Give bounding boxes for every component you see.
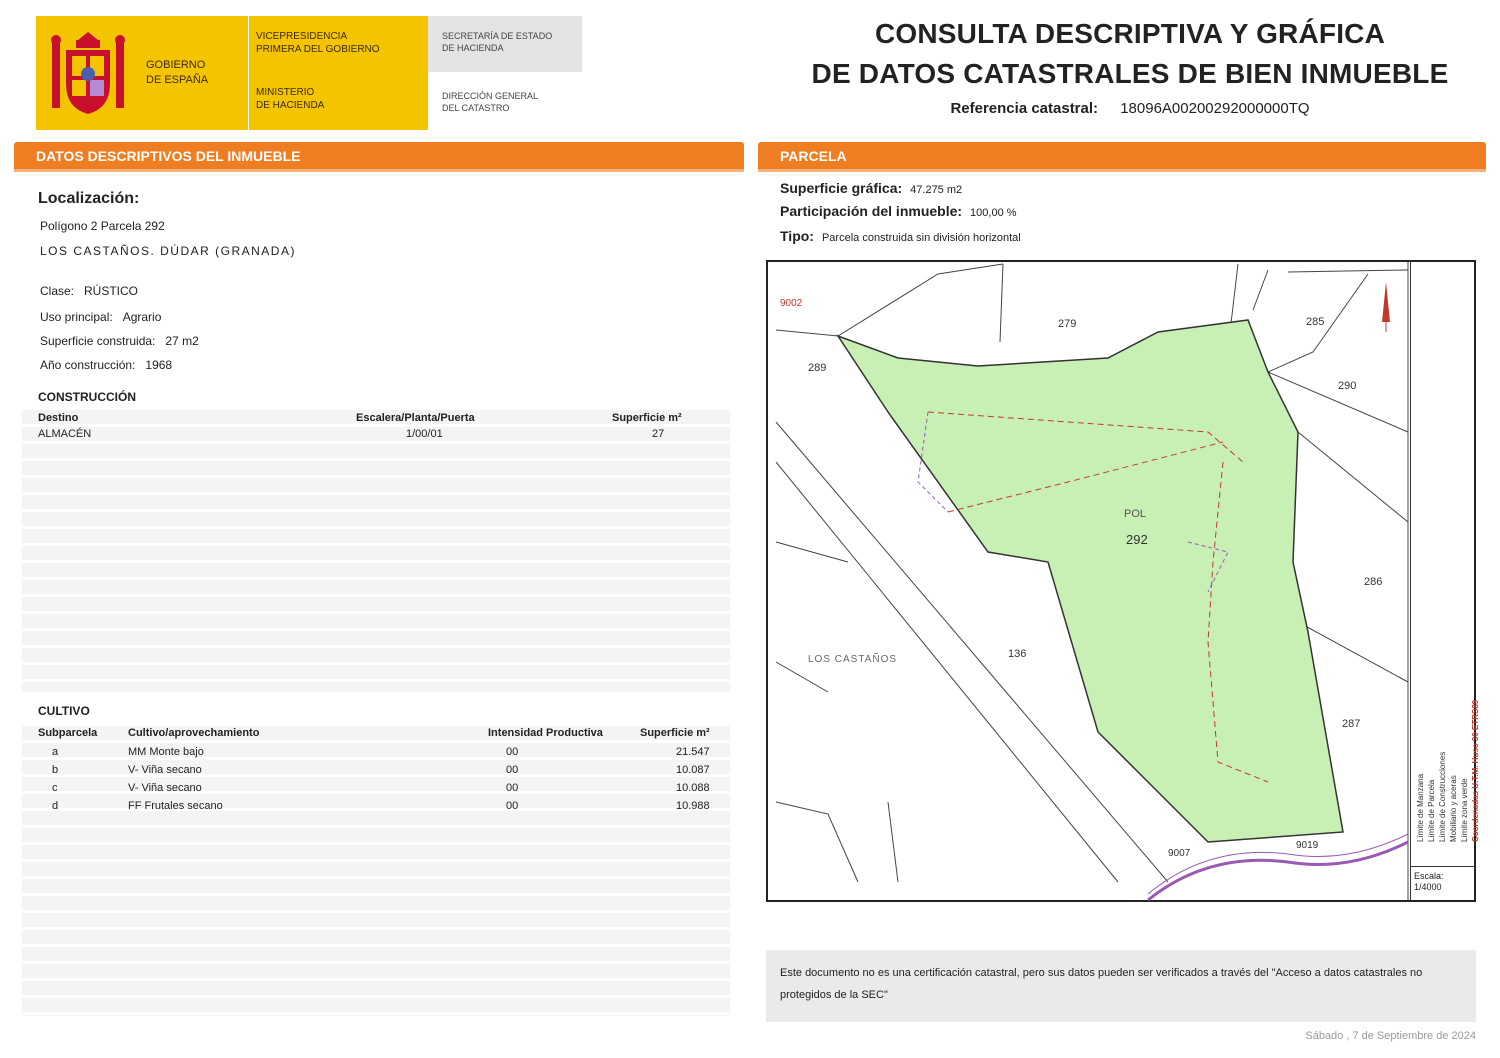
map-label-los-castanos: LOS CASTAÑOS [808,654,898,665]
map-label-279: 279 [1058,318,1077,330]
localizacion-label: Localización: [38,190,140,207]
map-label-285: 285 [1306,316,1325,328]
vicepresidencia-text: VICEPRESIDENCIA PRIMERA DEL GOBIERNO [256,31,380,55]
localizacion-line-1: Polígono 2 Parcela 292 [40,219,165,233]
ref-label: Referencia catastral: [950,100,1099,117]
cultivo-title: CULTIVO [38,704,90,718]
cultivo-header-row: Subparcela Cultivo/aprovechamiento Intensidad Productiva Superficie m² [38,727,710,739]
construccion-table [22,410,730,692]
referencia-catastral [780,100,1480,117]
table-row: a MM Monte bajo 00 21.547 [52,746,710,758]
map-label-292: 292 [1126,532,1148,547]
gov-name: GOBIERNO DE ESPAÑA [146,59,209,86]
document-title: CONSULTA DESCRIPTIVA Y GRÁFICA DE DATOS CATASTRALES DE BIEN INMUEBLE [811,18,1449,89]
table-row: ALMACÉN 1/00/01 27 [38,428,665,440]
coat-of-arms-icon [46,28,130,120]
map-label-286: 286 [1364,576,1383,588]
section-datos-descriptivos: DATOS DESCRIPTIVOS DEL INMUEBLE [14,142,744,172]
map-escala: Escala: 1/4000 [1410,866,1476,900]
construccion-title: CONSTRUCCIÓN [38,390,136,404]
map-label-9002: 9002 [780,298,803,309]
map-label-9007: 9007 [1168,848,1191,859]
map-label-289: 289 [808,362,827,374]
construccion-header-row: Destino Escalera/Planta/Puerta Superficie m² [38,412,682,424]
table-row: d FF Frutales secano 00 10.988 [52,800,710,812]
map-label-290: 290 [1338,380,1357,392]
document-date: Sábado , 7 de Septiembre de 2024 [1305,1030,1476,1042]
attr-clase: Clase: RÚSTICO [40,284,139,298]
north-arrow-icon [1382,282,1390,322]
map-label-136: 136 [1008,648,1027,660]
secretaria-box: SECRETARÍA DE ESTADO DE HACIENDA [428,16,582,72]
attr-anio-construccion: Año construcción: 1968 [40,358,173,372]
government-logo [36,16,428,130]
localizacion-line-2: LOS CASTAÑOS. DÚDAR (GRANADA) [40,244,296,258]
table-row: c V- Viña secano 00 10.088 [52,782,710,794]
ref-value: 18096A00200292000000TQ [1120,100,1310,117]
map-label-9019: 9019 [1296,840,1319,851]
direccion-general-text: DIRECCIÓN GENERAL DEL CATASTRO [442,91,539,113]
parcela-participacion: Participación del inmueble: 100,00 % [780,203,1017,219]
map-label-287: 287 [1342,718,1361,730]
disclaimer-note: Este documento no es una certificación catastral, pero sus datos pueden ser verificados a través del "Acceso a datos catastrales no protegidos de la SEC" [766,950,1476,1022]
parcela-tipo: Tipo: Parcela construida sin división horizontal [780,228,1021,244]
map-legend: Límite de Manzana Límite de Parcela Límite de Construcciones Mobiliario y aceras Límite zona verde Coordenadas U.T.M. Huso 30 ETRS89 [1410,262,1476,866]
cadastral-map[interactable] [766,260,1480,902]
attr-superficie-construida: Superficie construida: 27 m2 [40,334,199,348]
attr-uso: Uso principal: Agrario [40,310,162,324]
ministerio-text: MINISTERIO DE HACIENDA [256,87,325,111]
section-parcela: PARCELA [758,142,1486,172]
parcela-superficie: Superficie gráfica: 47.275 m2 [780,180,963,196]
parcel-292-shape [838,320,1343,842]
table-row: b V- Viña secano 00 10.087 [52,764,710,776]
map-label-pol: POL [1124,508,1147,520]
